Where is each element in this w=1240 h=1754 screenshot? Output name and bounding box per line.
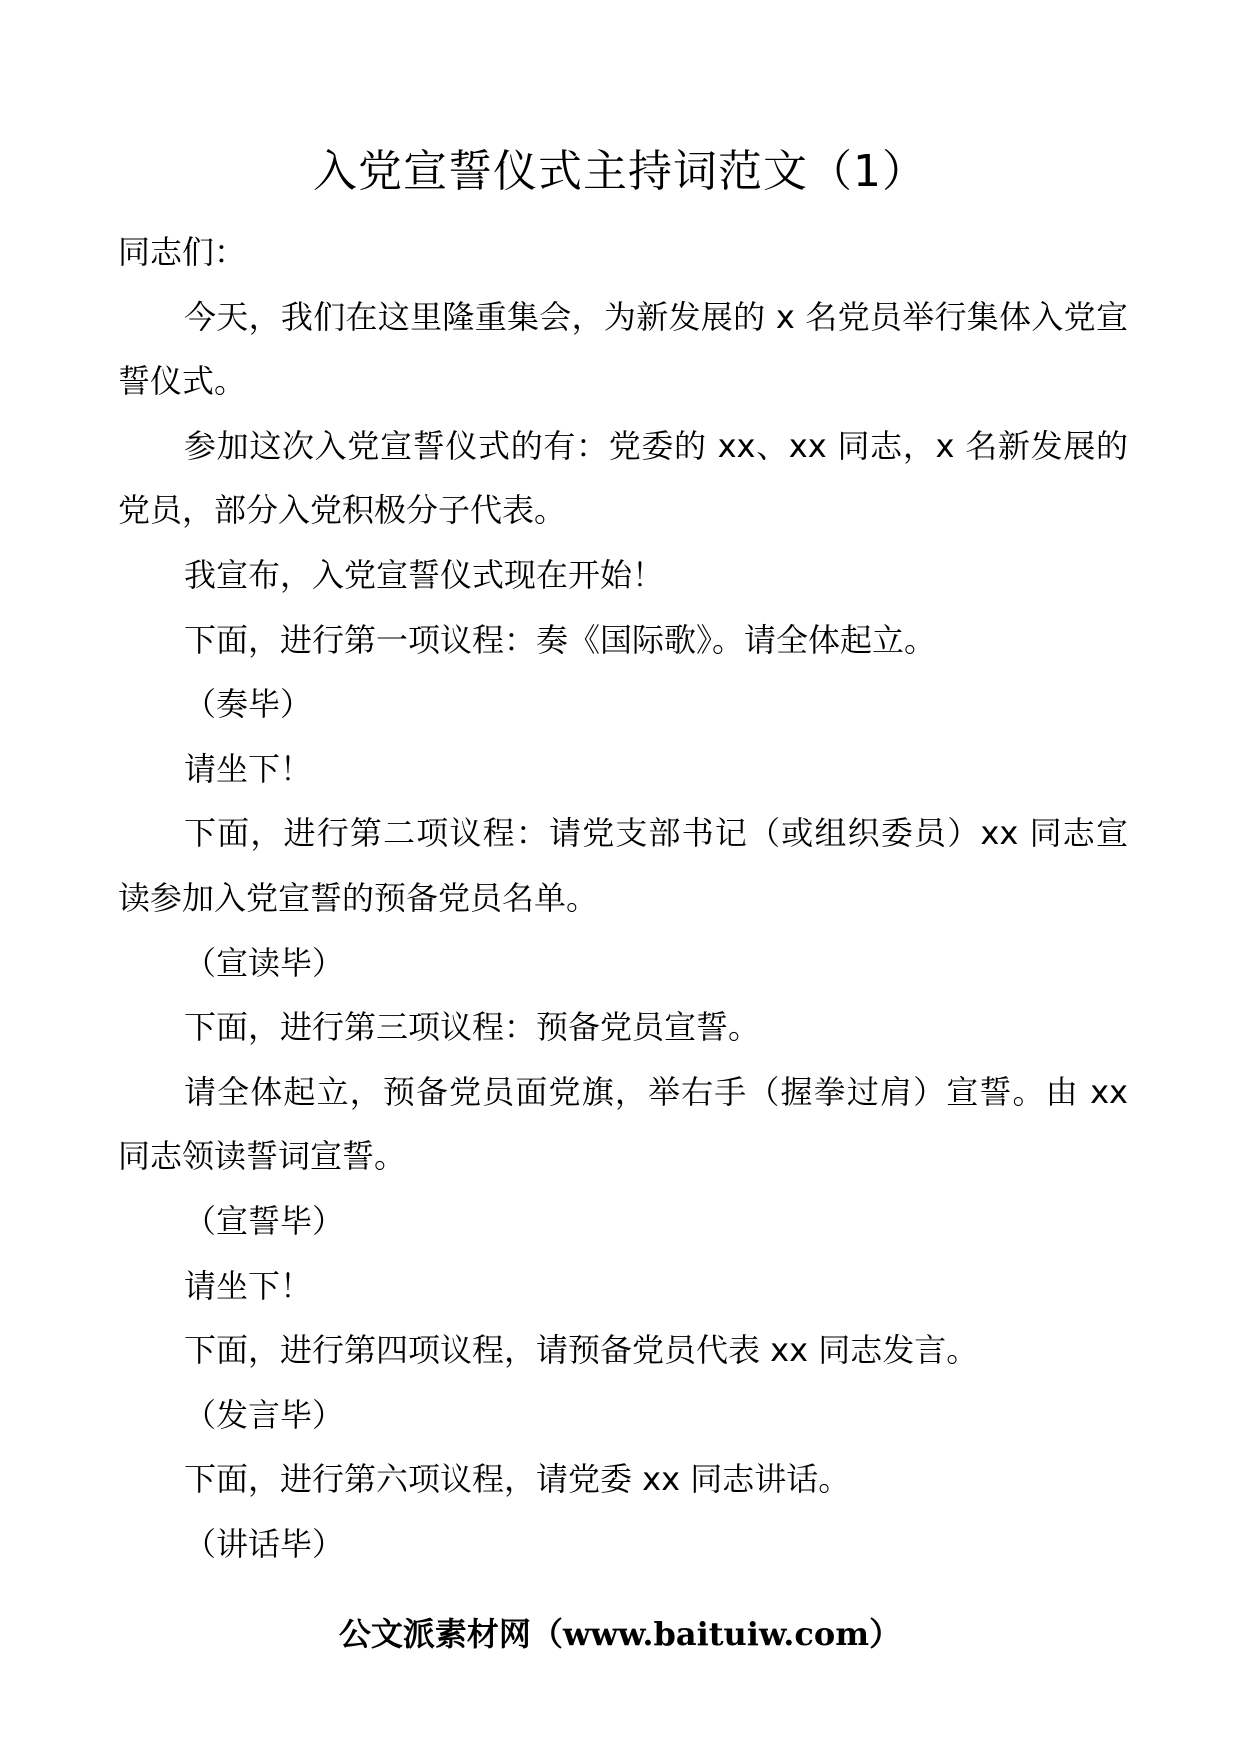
paragraph: （宣誓毕） [184,1201,345,1240]
paragraph: 下面，进行第六项议程，请党委 xx 同志讲话。 [184,1460,851,1499]
paragraph: （发言毕） [184,1395,345,1434]
paragraph: （宣读毕） [184,943,345,982]
paragraph: 下面，进行第二项议程：请党支部书记（或组织委员）xx 同志宣读参加入党宣誓的预备党员名单。 [118,814,1128,917]
paragraph: 请坐下！ [184,1266,313,1305]
paragraph: 下面，进行第四项议程，请预备党员代表 xx 同志发言。 [184,1331,979,1370]
paragraph: 参加这次入党宣誓仪式的有：党委的 xx、xx 同志，x 名新发展的党员，部分入党积极分子代表。 [118,426,1128,530]
paragraph: 下面，进行第一项议程：奏《国际歌》。请全体起立。 [184,620,937,659]
document-title: 入党宣誓仪式主持词范文（1） [313,146,927,197]
salutation: 同志们： [118,233,247,271]
paragraph: （讲话毕） [184,1524,345,1563]
paragraph: 请坐下！ [184,749,313,788]
paragraph: （奏毕） [184,685,313,724]
document-body [118,220,1128,1576]
footer-source: 公文派素材网（www.baituiw.com） [338,1615,902,1653]
paragraph: 今天，我们在这里隆重集会，为新发展的 x 名党员举行集体入党宣誓仪式。 [118,297,1128,401]
paragraph: 下面，进行第三项议程：预备党员宣誓。 [184,1008,761,1047]
paragraph: 请全体起立，预备党员面党旗，举右手（握拳过肩）宣誓。由 xx 同志领读誓词宣誓。 [118,1072,1128,1176]
paragraph: 我宣布，入党宣誓仪式现在开始！ [184,555,665,594]
